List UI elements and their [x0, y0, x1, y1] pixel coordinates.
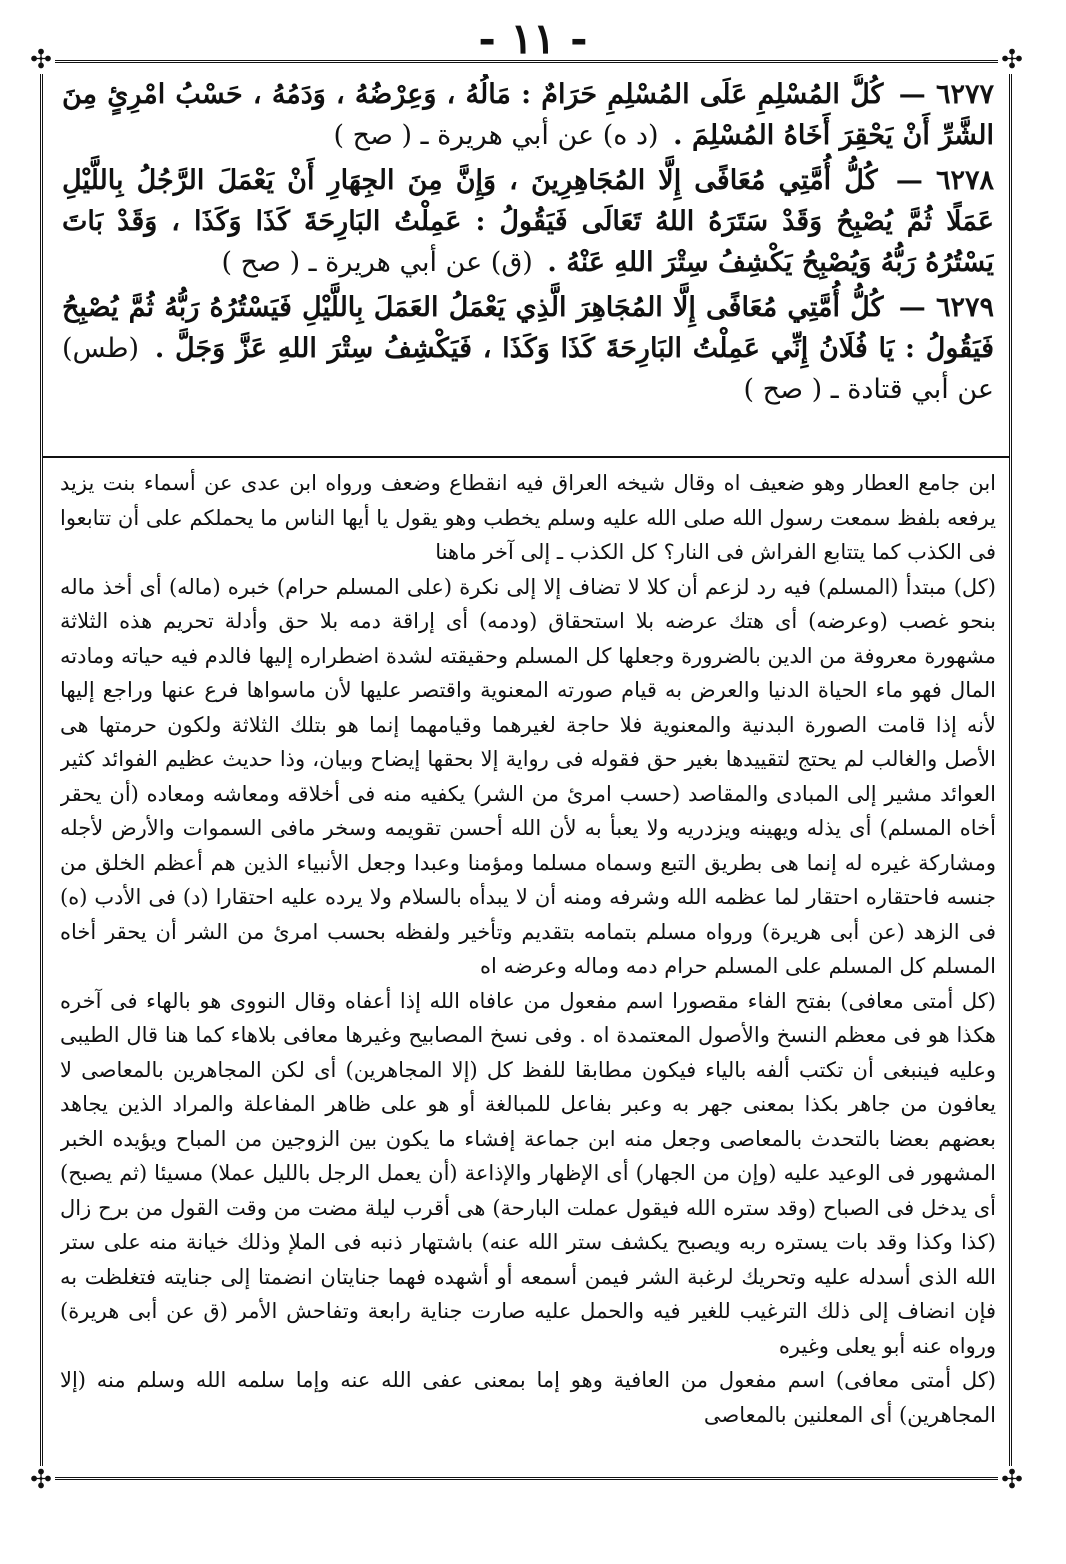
hadith-main-text — [62, 74, 994, 446]
floral-corner-icon: ✣ — [27, 46, 55, 74]
commentary-paragraph: (كل) مبتدأ (المسلم) فيه رد لزعم أن كلا لا تضاف إلا إلى نكرة (على المسلم حرام) خبره (ماله) أى أخذ ماله بنحو غصب (وعرضه) أى هتك عرضه بلا استحقاق (ودمه) أى إراقة دمه بلا حق وأدلة تحريم هذه الثلاثة مشهورة معروفة من الدين بالضرورة وجعلها كل المسلم وحقيقته لشدة اضطراره إليها فالدم فيه حياته ومادته المال فهو ماء الحياة الدنيا والعرض به قيام صورته المعنوية واقتصر عليها لأن ماسواها فرع عنها وراجع إليها لأنه إذا قامت الصورة البدنية والمعنوية فلا حاجة لغيرهما وقيامهما إنما هو بتلك الثلاثة ولكون حرمتها هى الأصل والغالب لم يحتج لتقييدها بغير حق فقوله فى رواية إلا بحقها إيضاح وبيان، وذا حديث عظيم الفوائد كثير العوائد مشير إلى المبادى والمقاصد (حسب امرئ من الشر) يكفيه منه فى أخلاقه ومعاشه ومعاده (أن يحقر أخاه المسلم) أى يذله ويهينه ويزدريه ولا يعبأ به لأن الله أحسن تقويمه وسخر مافى السموات والأرض لأجله ومشاركة غيره له إنما هى بطريق التبع وسماه مسلما ومؤمنا وعبدا وجعل الأنبياء الذين هم أعظم الخلق من جنسه فاحتقاره احتقار لما عظمه الله وشرفه ومنه أن لا يبدأه بالسلام ولا يرده عليه احتقارا (د) فى الأدب (ه) فى الزهد (عن أبى هريرة) ورواه مسلم بتمامه بتقديم وتأخير ولفظه بحسب امرئ من الشر أن يحقر أخاه المسلم كل المسلم على المسلم حرام دمه وماله وعرضه اه — [60, 574, 996, 978]
hadith-text: كُلُّ أُمَّتِي مُعَافًى إِلَّا المُجَاهِرِينَ ، وَإِنَّ مِنَ الجِهَارِ أَنْ يَعْمَلَ الرَّجُلُ بِاللَّيْلِ عَمَلًا ثُمَّ يُصْبِحُ وَقَدْ سَتَرَهُ اللهُ تَعَالَى فَيَقُولُ : عَمِلْتُ البَارِحَةَ كَذَا وَكَذَا ، وَقَدْ بَاتَ يَسْتُرُهُ رَبُّهُ وَيُصْبِحُ يَكْشِفُ سِتْرَ اللهِ عَنْهُ . — [62, 165, 994, 278]
hadith-text: كُلُّ أُمَّتِي مُعَافًى إِلَّا المُجَاهِرَ الَّذِي يَعْمَلُ العَمَلَ بِاللَّيْلِ فَيَسْتُرُهُ رَبُّهُ ثُمَّ يُصْبِحُ فَيَقُولُ : يَا فُلَانُ إِنِّي عَمِلْتُ البَارِحَةَ كَذَا وَكَذَا ، فَيَكْشِفُ سِتْرَ اللهِ عَزَّ وَجَلَّ . — [62, 292, 994, 364]
hadith-entry — [62, 287, 994, 410]
floral-corner-icon: ✣ — [998, 1466, 1026, 1494]
commentary-paragraph: (كل أمتى معافى) بفتح الفاء مقصورا اسم مفعول من عافاه الله إذا أعفاه وقال النووى هو بالهاء فى آخره هكذا هو فى معظم النسخ والأصول المعتمدة اه . وفى نسخ المصابيح وغيرها معافى بلاهاء كما هنا قال الطيبى وعليه فينبغى أن تكتب ألفه بالياء فيكون مطابقا للفظ كل (إلا المجاهرين) أى لكن المجاهرين بالمعاصى لا يعافون من جاهر بكذا بمعنى جهر به وعبر بفاعل للمبالغة أو هو على ظاهر المفاعلة والمراد الذين يجاهد بعضهم بعضا بالتحدث بالمعاصى وجعل منه ابن جماعة إفشاء ما يكون بين الزوجين من المباح ويؤيده الخبر المشهور فى الوعيد عليه (وإن من الجهار) أى الإظهار والإذاعة (أن يعمل الرجل بالليل عملا) مسيئا (ثم يصبح) أى يدخل فى الصباح (وقد ستره الله فيقول عملت البارحة) هى أقرب ليلة مضت من وقت القول من برح زال (كذا وكذا وقد بات يستره ربه ويصبح يكشف ستر الله عنه) باشتهار ذنبه فى الملإ وذلك خيانة منه على ستر الله الذى أسدله عليه وتحريك لرغبة الشر فيمن أسمعه أو أشهده فهما جنايتان انضمتا إلى جنايته فتغلظت به فإن انضاف إلى ذلك الترغيب للغير فيه والحمل عليه صارت جناية رابعة وتفاحش الأمر (ق عن أبى هريرة) ورواه عنه أبو يعلى وغيره — [60, 988, 996, 1358]
hadith-number: ٦٢٧٨ — — [895, 165, 994, 196]
hadith-source: (طس) عن أبي قتادة ـ ( صح ) — [62, 333, 994, 405]
hadith-source: (ق) عن أبي هريرة ـ ( صح ) — [221, 247, 533, 278]
section-divider — [42, 456, 1010, 458]
hadith-number: ٦٢٧٧ — — [898, 79, 994, 110]
page-number: - ١١ - — [478, 14, 588, 63]
hadith-source: (د ه) عن أبي هريرة ـ ( صح ) — [333, 120, 659, 151]
hadith-text: كُلُّ المُسْلِمِ عَلَى المُسْلِمِ حَرَامٌ : مَالُهُ ، وَعِرْضُهُ ، وَدَمُهُ ، حَسْبُ امْرِئٍ مِنَ الشَّرِّ أَنْ يَحْقِرَ أَخَاهُ المُسْلِمَ . — [62, 79, 994, 151]
hadith-number: ٦٢٧٩ — — [898, 292, 994, 323]
commentary-paragraph: ابن جامع العطار وهو ضعيف اه وقال شيخه العراق فيه انقطاع وضعف ورواه ابن عدى عن أسماء بنت يزيد يرفعه بلفظ سمعت رسول الله صلى الله عليه وسلم يخطب وهو يقول يا أيها الناس ما يحملكم على أن تتابعوا فى الكذب كما يتتابع الفراش فى النار؟ كل الكذب ـ إلى آخر ماهنا — [60, 471, 996, 564]
commentary-paragraph: (كل أمتى معافى) اسم مفعول من العافية وهو إما بمعنى عفى الله عنه وإما سلمه الله وسلم منه (إلا المجاهرين) أى المعلنين بالمعاصى — [60, 1368, 996, 1427]
hadith-entry — [62, 74, 994, 156]
hadith-entry — [62, 160, 994, 283]
floral-corner-icon: ✣ — [27, 1466, 55, 1494]
commentary-footnotes — [60, 466, 996, 1474]
floral-corner-icon: ✣ — [998, 46, 1026, 74]
